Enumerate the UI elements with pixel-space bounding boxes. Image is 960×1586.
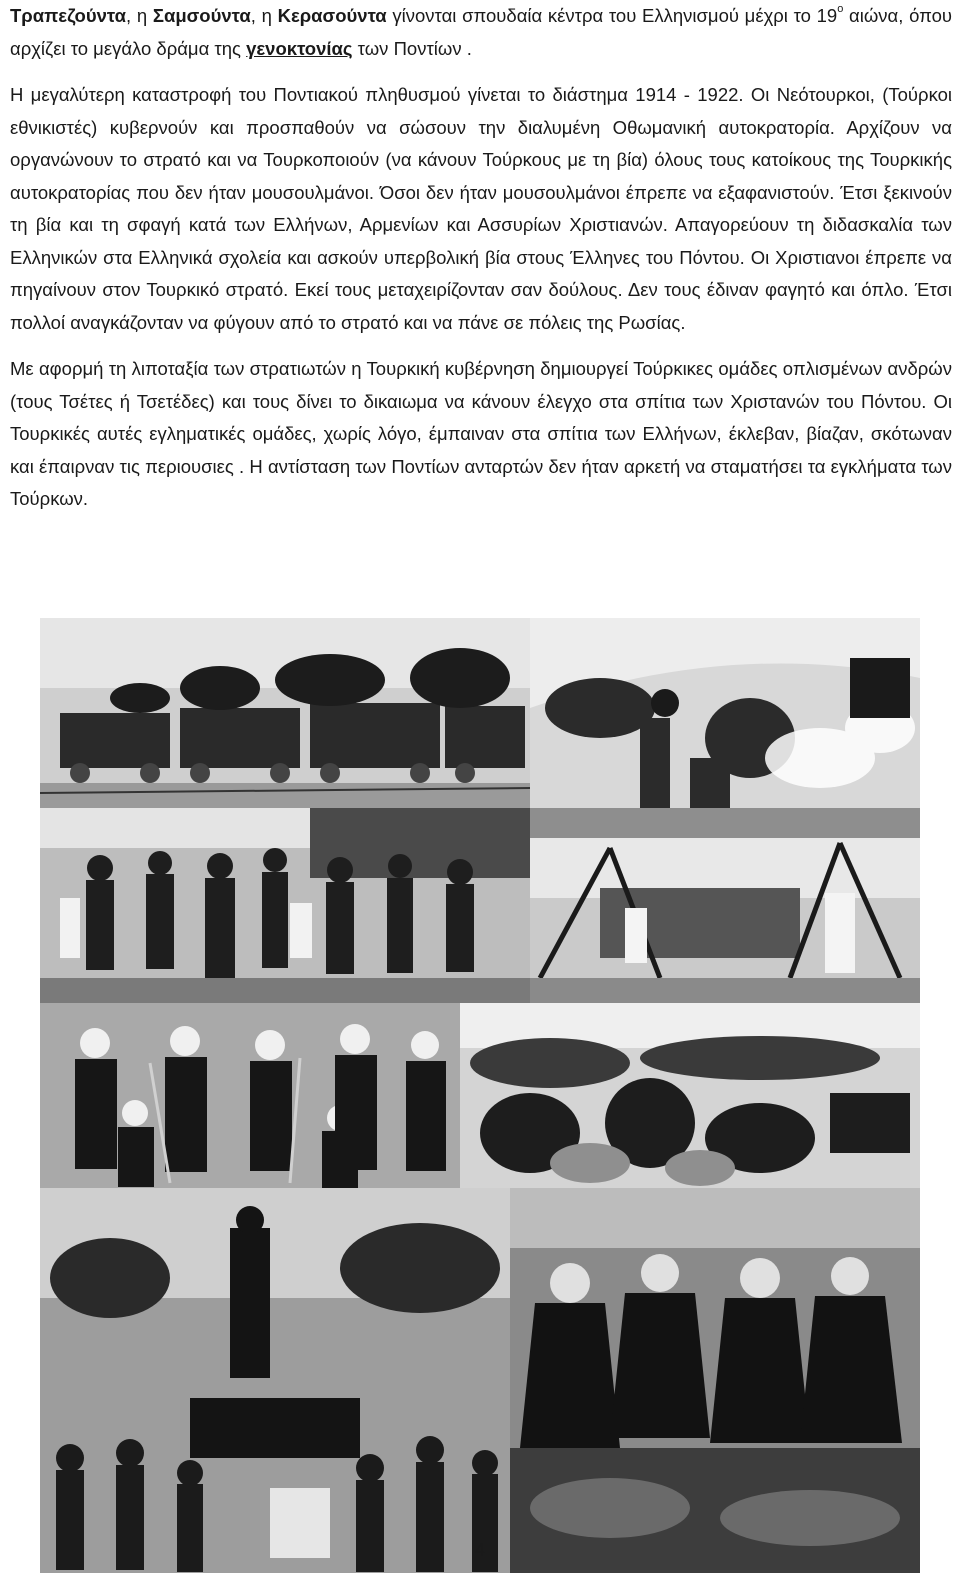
refugee-camp-photo — [460, 1003, 920, 1188]
gallows-execution-photo — [530, 838, 920, 1003]
page-number: 4 — [474, 1540, 485, 1560]
paragraph-1-text-a: γίνονται σπουδαία κέντρα του Ελληνισμού μέχρι το 19 — [386, 5, 838, 26]
paragraph-3: Με αφορμή τη λιποταξία των στρατιωτών η Τουρκική κυβέρνηση δημιουργεί Τούρκικες ομάδες οπλισμένων ανδρών (τους Τσέτες ή Τσετέδες) και τους δίνει το δικαιωμα να κάνουν έλεγχο στα σπίτια των Χριστανών του Πόντου. Οι Τουρκικές αυτές εγληματικές ομάδες, χωρίς λόγο, έμπαιναν στα σπίτια των Ελλήνων, έκλεβαν, βίαζαν, σκότωναν και έπαιρναν τις περιουσιες . Η αντίσταση των Ποντίων ανταρτών δεν ήταν αρκετή να σταματήσει τα εγκλήματα των Τούρκων. — [10, 358, 952, 509]
text-sep-1: , η — [126, 5, 153, 26]
marching-deportees-photo — [40, 808, 530, 1003]
paragraph-1-text-b: αιώνα, όπου αρχίζει το μεγάλο δράμα της — [10, 5, 952, 59]
photo-collage — [40, 618, 920, 1573]
city-trabzon: Τραπεζούντα — [10, 5, 127, 26]
genocide-emphasis: γενοκτονίας — [246, 37, 353, 59]
crowd-victims-photo — [40, 1188, 510, 1573]
paragraph-2: Η μεγαλύτερη καταστροφή του Ποντιακού πληθυσμού γίνεται το διάστημα 1914 - 1922. Οι Νεότουρκοι, (Τούρκοι εθνικιστές) κυβερνούν και προσπαθούν να σώσουν την διαλυμένη Οθωμανική αυτοκρατορία. Αρχίζουν να οργανώνουν το στρατό και να Τουρκοποιούν (να κάνουν Τούρκους με τη βία) όλους τους κατοίκους της Τουρκικής αυτοκρατορίας που δεν ήταν μουσουλμάνοι. Όσοι δεν ήταν μουσουλμάνοι έπρεπε να εξαφανιστούν. Έτσι ξεκινούν τη βία και τη σφαγή κατά των Ελλήνων, Αρμενίων και Ασσυρίων Χριστιανών. Απαγορεύουν τη διδασκαλία των Ελληνικών στα Ελληνικά σχολεία και ασκούν υπερβολική βία στους Έλληνες του Πόντου. Οι Χριστιανοι έπρεπε να πηγαίνουν στον Τουρκικό στρατό. Εκεί τους μεταχειρίζονταν σαν δούλους. Δεν τους έδιναν φαγητό και όπλο. Έτσι πολλοί αναγκάζονταν να φύγουν από το στρατό και να πάνε σε πόλεις της Ρωσίας. — [10, 84, 952, 333]
armed-men-group-photo — [40, 1003, 460, 1188]
oxcart-refugees-photo — [530, 618, 920, 838]
city-samsun: Σαμσούντα — [152, 5, 251, 26]
city-giresun: Κερασούντα — [277, 5, 387, 26]
body-text — [10, 0, 952, 516]
mourning-women-photo — [510, 1188, 920, 1573]
ordinal-superscript: ο — [837, 2, 844, 15]
paragraph-1 — [10, 0, 952, 65]
paragraph-1-text-c: των Ποντίων . — [352, 37, 472, 59]
train-deportation-photo — [40, 618, 530, 808]
text-sep-2: , η — [250, 5, 278, 26]
